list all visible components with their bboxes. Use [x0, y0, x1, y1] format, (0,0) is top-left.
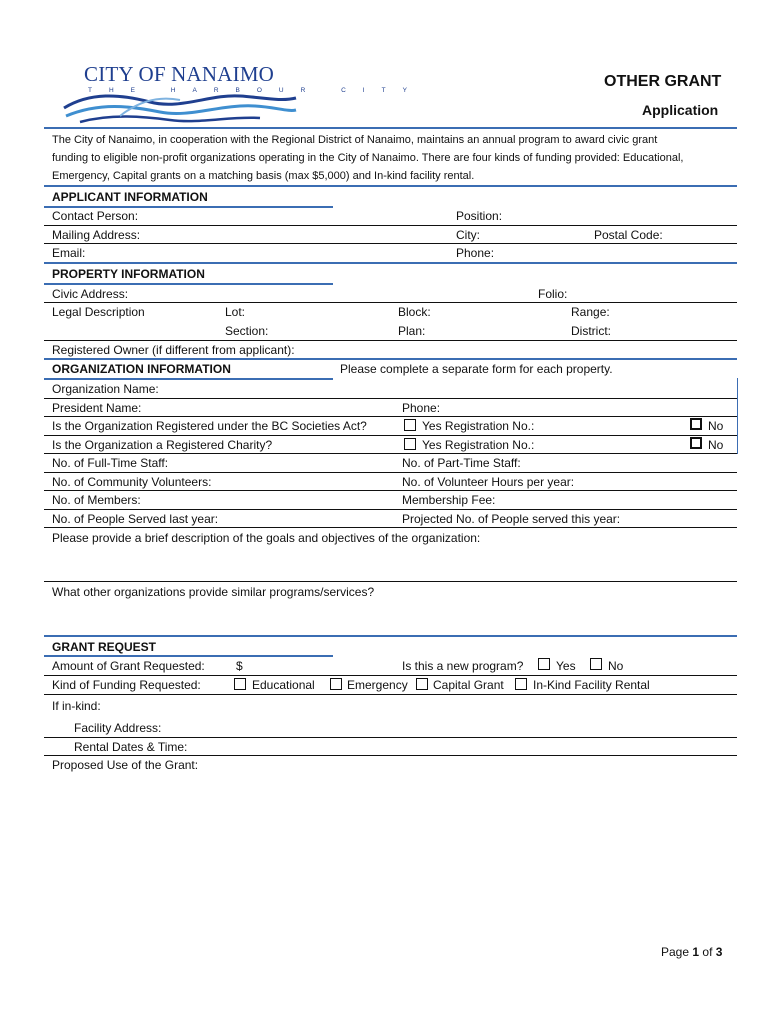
email-label: Email:	[52, 246, 86, 260]
heading-underline	[44, 378, 333, 380]
capital-checkbox[interactable]	[416, 678, 428, 690]
org-name-label: Organization Name:	[52, 382, 159, 396]
section-divider	[44, 262, 737, 264]
charity-no-checkbox[interactable]	[690, 437, 702, 449]
field-line	[44, 398, 737, 399]
field-line	[44, 340, 737, 341]
capital-label: Capital Grant	[433, 678, 504, 692]
organization-note: Please complete a separate form for each property.	[340, 362, 613, 376]
organization-heading: ORGANIZATION INFORMATION	[52, 362, 231, 376]
members-label: No. of Members:	[52, 493, 141, 507]
goals-label: Please provide a brief description of the goals and objectives of the organization:	[52, 531, 481, 545]
field-line	[44, 694, 737, 695]
field-line	[44, 225, 737, 226]
section-label: Section:	[225, 324, 269, 338]
proposed-use-label: Proposed Use of the Grant:	[52, 758, 199, 772]
lot-label: Lot:	[225, 305, 246, 319]
property-heading: PROPERTY INFORMATION	[52, 267, 205, 281]
page-current: 1	[692, 945, 700, 959]
heading-underline	[44, 206, 333, 208]
new-program-yes-label: Yes	[556, 659, 576, 673]
field-line	[44, 490, 737, 491]
grant-heading: GRANT REQUEST	[52, 640, 157, 654]
intro-text	[52, 131, 742, 185]
city-logo	[60, 62, 424, 126]
page-word: Page	[661, 945, 690, 959]
field-line	[44, 472, 737, 473]
logo-subtitle: THE HARBOUR CITY	[88, 87, 424, 94]
charity-label: Is the Organization a Registered Charity?	[52, 438, 273, 452]
membership-fee-label: Membership Fee:	[402, 493, 496, 507]
in-kind-checkbox[interactable]	[515, 678, 527, 690]
new-program-no-checkbox[interactable]	[590, 658, 602, 670]
educational-label: Educational	[252, 678, 315, 692]
registered-owner-label: Registered Owner (if different from applicant):	[52, 343, 295, 357]
of-word: of	[702, 945, 713, 959]
section-divider	[44, 635, 737, 637]
volunteer-hours-label: No. of Volunteer Hours per year:	[402, 475, 575, 489]
page-total: 3	[715, 945, 723, 959]
if-in-kind-label: If in-kind:	[52, 699, 101, 713]
field-line	[44, 243, 737, 244]
form-subtitle: Application	[642, 102, 719, 118]
charity-yes-checkbox[interactable]	[404, 438, 416, 450]
societies-yes-label: Yes Registration No.:	[422, 419, 535, 433]
new-program-label: Is this a new program?	[402, 659, 524, 673]
field-line	[44, 435, 737, 436]
societies-yes-checkbox[interactable]	[404, 419, 416, 431]
logo-title: CITY OF NANAIMO	[84, 62, 275, 86]
full-time-label: No. of Full-Time Staff:	[52, 456, 169, 470]
societies-no-checkbox[interactable]	[690, 418, 702, 430]
dollar-sign: $	[236, 659, 243, 673]
in-kind-label: In-Kind Facility Rental	[533, 678, 650, 692]
form-title: OTHER GRANT	[604, 73, 722, 90]
postal-code-label: Postal Code:	[594, 228, 663, 242]
heading-underline	[44, 655, 333, 657]
intro-line: The City of Nanaimo, in cooperation with the Regional District of Nanaimo, maintains an annual program to award civic grant	[52, 134, 658, 146]
new-program-no-label: No	[608, 659, 624, 673]
mailing-address-label: Mailing Address:	[52, 228, 141, 242]
field-line	[44, 527, 737, 528]
district-label: District:	[571, 324, 611, 338]
org-phone-label: Phone:	[402, 401, 441, 415]
societies-no-label: No	[708, 419, 724, 433]
intro-line: funding to eligible non-profit organizations operating in the City of Nanaimo. There are four kinds of funding provided: Educational,	[52, 152, 684, 164]
position-label: Position:	[456, 209, 503, 223]
amount-label: Amount of Grant Requested:	[52, 659, 205, 673]
block-label: Block:	[398, 305, 431, 319]
applicant-heading: APPLICANT INFORMATION	[52, 190, 208, 204]
wave-icon	[60, 86, 300, 126]
legal-description-label: Legal Description	[52, 305, 145, 319]
field-line	[44, 302, 737, 303]
emergency-label: Emergency	[347, 678, 408, 692]
people-served-label: No. of People Served last year:	[52, 512, 219, 526]
volunteers-label: No. of Community Volunteers:	[52, 475, 212, 489]
societies-act-label: Is the Organization Registered under the BC Societies Act?	[52, 419, 367, 433]
president-label: President Name:	[52, 401, 142, 415]
charity-no-label: No	[708, 438, 724, 452]
field-line	[44, 416, 737, 417]
phone-label: Phone:	[456, 246, 495, 260]
contact-person-label: Contact Person:	[52, 209, 139, 223]
kind-label: Kind of Funding Requested:	[52, 678, 201, 692]
field-line	[44, 755, 737, 756]
field-line	[44, 581, 737, 582]
section-divider	[44, 185, 737, 187]
folio-label: Folio:	[538, 287, 568, 301]
facility-address-label: Facility Address:	[74, 721, 162, 735]
field-line	[44, 675, 737, 676]
page-number	[661, 945, 722, 959]
charity-yes-label: Yes Registration No.:	[422, 438, 535, 452]
similar-orgs-label: What other organizations provide similar programs/services?	[52, 585, 375, 599]
heading-underline	[44, 283, 333, 285]
field-line	[44, 509, 737, 510]
part-time-label: No. of Part-Time Staff:	[402, 456, 521, 470]
table-right-border	[737, 378, 738, 454]
plan-label: Plan:	[398, 324, 426, 338]
header-divider	[44, 127, 737, 129]
civic-address-label: Civic Address:	[52, 287, 129, 301]
field-line	[44, 737, 737, 738]
field-line	[44, 453, 737, 454]
city-label: City:	[456, 228, 480, 242]
emergency-checkbox[interactable]	[330, 678, 342, 690]
intro-line: Emergency, Capital grants on a matching basis (max $5,000) and In-kind facility rental.	[52, 170, 475, 182]
section-divider	[44, 358, 737, 360]
new-program-yes-checkbox[interactable]	[538, 658, 550, 670]
range-label: Range:	[571, 305, 610, 319]
educational-checkbox[interactable]	[234, 678, 246, 690]
projected-served-label: Projected No. of People served this year:	[402, 512, 621, 526]
rental-dates-label: Rental Dates & Time:	[74, 740, 188, 754]
